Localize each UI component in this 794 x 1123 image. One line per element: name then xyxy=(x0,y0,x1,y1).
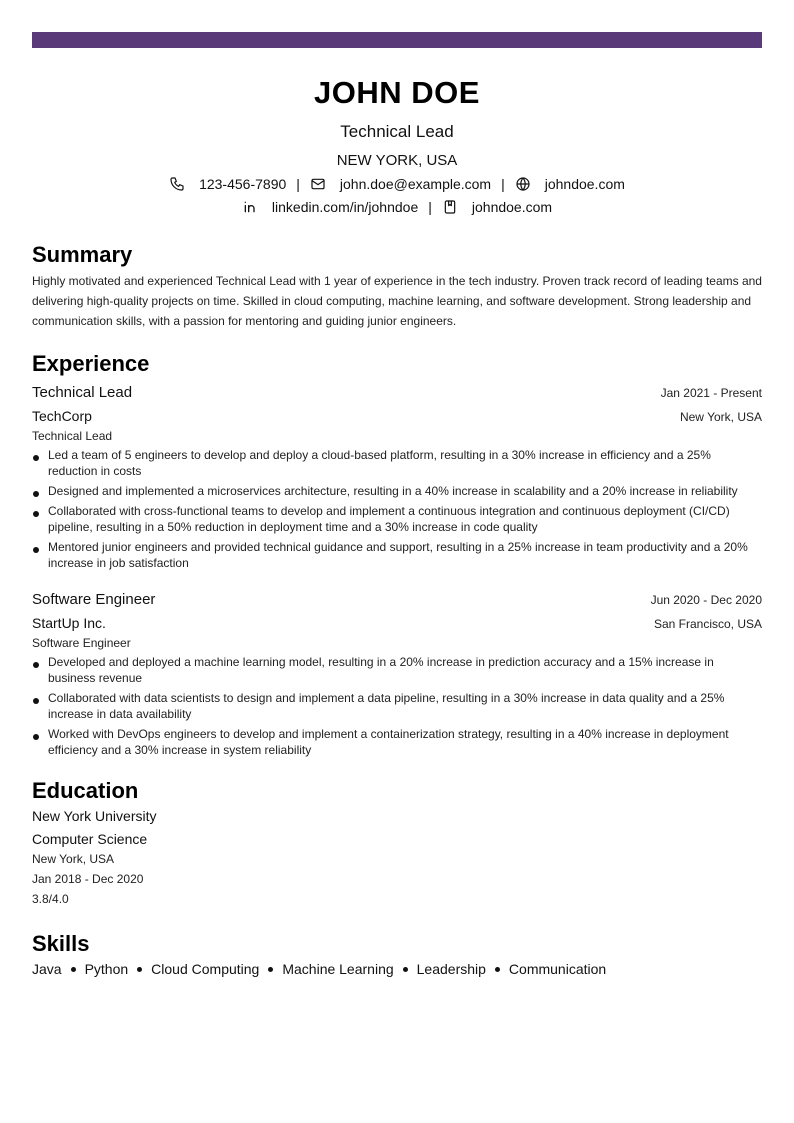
experience-section xyxy=(32,351,762,758)
bullet-item xyxy=(32,690,748,722)
skill-item: Machine Learning xyxy=(282,961,394,977)
contact-row-primary xyxy=(32,173,762,195)
phone-text: 123-456-7890 xyxy=(199,176,287,192)
bullet-item xyxy=(32,654,748,686)
skill-item: Cloud Computing xyxy=(151,961,260,977)
resume-header xyxy=(32,75,762,218)
job-entry xyxy=(32,589,762,758)
portfolio-text: johndoe.com xyxy=(471,199,553,215)
bullet-text: Developed and deployed a machine learning model, resulting in a 20% increase in prediction accuracy and a 15% increase in business revenue xyxy=(48,655,714,685)
skill-item: Python xyxy=(84,961,129,977)
job-location: New York, USA xyxy=(679,410,762,424)
bullet-item xyxy=(32,447,748,479)
skills-heading: Skills xyxy=(32,931,90,956)
education-degree: Computer Science xyxy=(32,831,148,847)
skills-list xyxy=(32,959,762,979)
mail-icon xyxy=(310,176,326,192)
contact-separator: | xyxy=(428,199,432,215)
education-location: New York, USA xyxy=(32,852,115,866)
skill-separator-dot xyxy=(268,967,273,972)
bullet-item xyxy=(32,539,748,571)
bullet-dot xyxy=(33,511,39,517)
education-school: New York University xyxy=(32,808,157,824)
bullet-item xyxy=(32,503,748,535)
website-text: johndoe.com xyxy=(544,176,625,192)
job-role: Software Engineer xyxy=(32,636,131,650)
bullet-text: Collaborated with data scientists to design and implement a data pipeline, resulting in a 30% increase in data quality and a 25% increase in data availability xyxy=(48,691,725,721)
job-company: StartUp Inc. xyxy=(32,615,106,631)
bullet-dot xyxy=(33,547,39,553)
bullet-dot xyxy=(33,455,39,461)
portfolio-icon xyxy=(442,199,458,215)
bullet-dot xyxy=(33,734,39,740)
contact-website[interactable] xyxy=(515,174,625,194)
job-dates: Jan 2021 - Present xyxy=(660,386,762,400)
skill-separator-dot xyxy=(137,967,142,972)
bullet-dot xyxy=(33,662,39,668)
linkedin-text: linkedin.com/in/johndoe xyxy=(271,199,419,215)
education-dates: Jan 2018 - Dec 2020 xyxy=(32,872,144,886)
job-bullets xyxy=(32,447,762,571)
job-entry xyxy=(32,382,762,571)
email-text: john.doe@example.com xyxy=(339,176,492,192)
globe-icon xyxy=(515,176,531,192)
contact-separator: | xyxy=(501,176,505,192)
education-heading: Education xyxy=(32,778,139,803)
job-bullets xyxy=(32,654,762,758)
skill-separator-dot xyxy=(403,967,408,972)
bullet-text: Designed and implemented a microservices architecture, resulting in a 40% increase in scalability and a 20% increase in reliability xyxy=(48,484,738,498)
bullet-dot xyxy=(33,698,39,704)
bullet-text: Collaborated with cross-functional teams to develop and implement a continuous integration and continuous deployment (CI/CD) pipeline, resulting in a 50% reduction in deployment time and a 30% increase in code quality xyxy=(48,504,730,534)
job-dates: Jun 2020 - Dec 2020 xyxy=(650,593,762,607)
education-gpa: 3.8/4.0 xyxy=(32,892,69,906)
contact-separator: | xyxy=(296,176,300,192)
accent-bar xyxy=(32,32,762,48)
summary-text: Highly motivated and experienced Technical Lead with 1 year of experience in the tech industry. Proven track record of leading teams and delivering high-quality projects on time. Skilled in cloud computing, machine learning, and software development. Strong leadership and communication skills, with a passion for mentoring and guiding junior engineers. xyxy=(32,274,762,328)
job-title: Technical Lead xyxy=(32,384,133,401)
resume-page xyxy=(32,48,762,979)
contact-row-secondary xyxy=(32,196,762,218)
phone-icon xyxy=(169,176,185,192)
skill-item: Java xyxy=(32,961,62,977)
contact-phone[interactable] xyxy=(169,174,286,194)
bullet-text: Worked with DevOps engineers to develop and implement a containerization strategy, resulting in a 40% increase in deployment efficiency and a 30% increase in system reliability xyxy=(48,727,729,757)
candidate-name: JOHN DOE xyxy=(314,75,480,110)
contact-portfolio[interactable] xyxy=(442,197,552,217)
candidate-title: Technical Lead xyxy=(340,122,454,141)
education-section xyxy=(32,778,762,909)
skills-section xyxy=(32,931,762,979)
skill-item: Communication xyxy=(508,961,607,977)
job-title: Software Engineer xyxy=(32,591,156,608)
bullet-item xyxy=(32,483,748,499)
bullet-item xyxy=(32,726,748,758)
linkedin-icon xyxy=(242,199,258,215)
skill-item: Leadership xyxy=(416,961,486,977)
skill-separator-dot xyxy=(71,967,76,972)
contact-email[interactable] xyxy=(310,174,491,194)
skill-separator-dot xyxy=(495,967,500,972)
summary-heading: Summary xyxy=(32,242,133,267)
job-role: Technical Lead xyxy=(32,429,113,443)
summary-section xyxy=(32,242,762,331)
job-company: TechCorp xyxy=(32,408,92,424)
candidate-location: NEW YORK, USA xyxy=(336,152,458,169)
job-location: San Francisco, USA xyxy=(653,617,762,631)
experience-heading: Experience xyxy=(32,351,150,376)
contact-linkedin[interactable] xyxy=(242,197,418,217)
bullet-text: Led a team of 5 engineers to develop and deploy a cloud-based platform, resulting in a 30% increase in efficiency and a 25% reduction in costs xyxy=(48,448,711,478)
bullet-text: Mentored junior engineers and provided technical guidance and support, resulting in a 25% increase in team productivity and a 20% increase in job satisfaction xyxy=(48,540,748,570)
bullet-dot xyxy=(33,491,39,497)
